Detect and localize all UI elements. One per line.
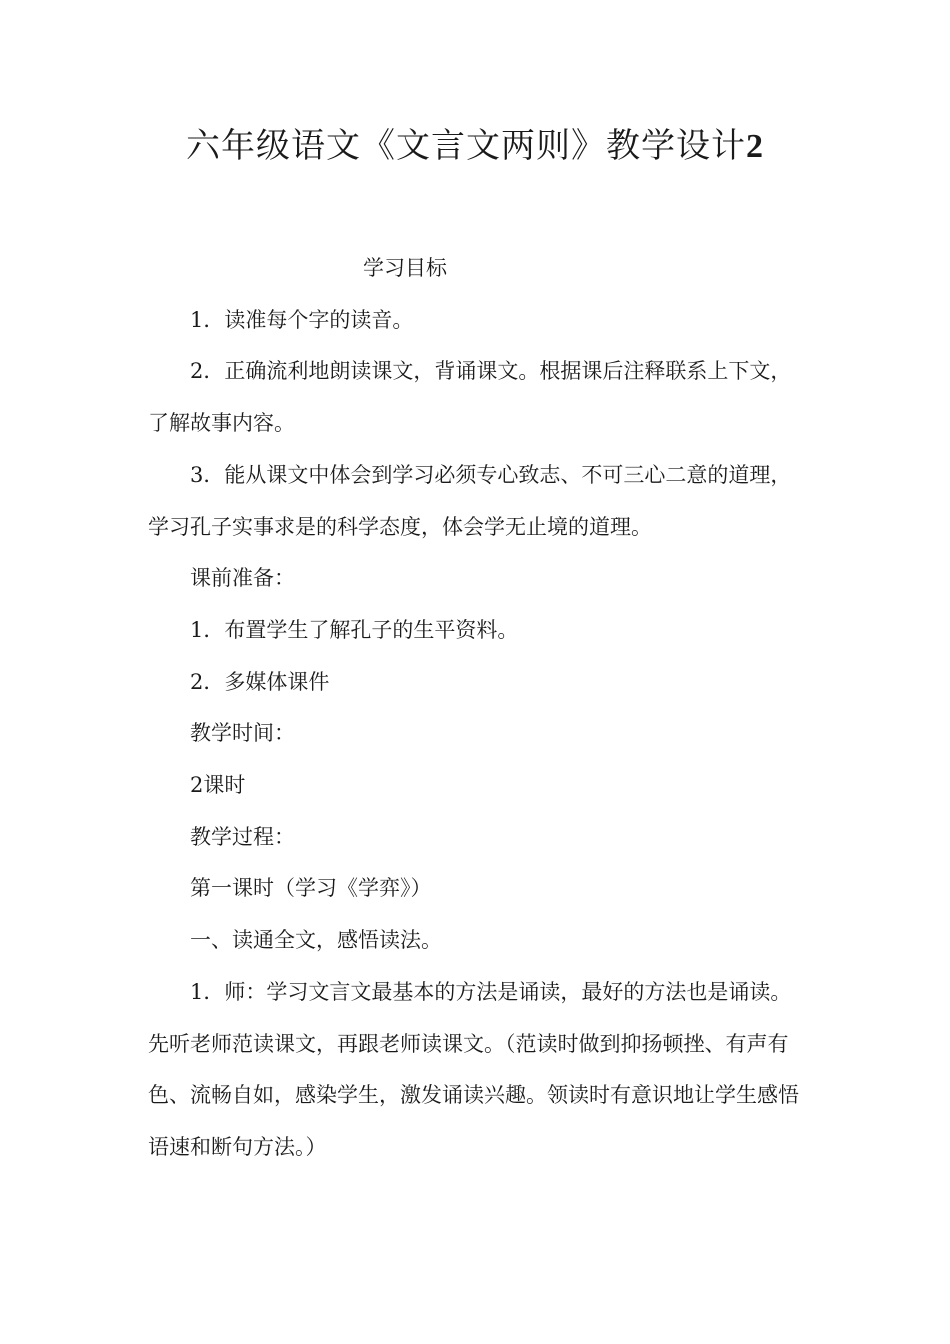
paragraph: 课前准备： — [190, 566, 295, 591]
document-body — [148, 243, 800, 1174]
paragraph: 3．能从课文中体会到学习必须专心致志、不可三心二意的道理，学习孔子实事求是的科学态度，体会学无止境的道理。 — [148, 462, 792, 539]
paragraph: 第一课时（学习《学弈》） — [190, 876, 432, 901]
document-title — [0, 122, 950, 171]
title-number: 2 — [746, 128, 764, 165]
paragraph: 2．多媒体课件 — [190, 669, 330, 694]
title-text: 六年级语文《文言文两则》教学设计 — [186, 126, 746, 166]
paragraph: 教学时间： — [190, 721, 295, 746]
paragraph: 一、读通全文，感悟读法。 — [190, 928, 442, 953]
paragraph: 1．师：学习文言文最基本的方法是诵读，最好的方法也是诵读。先听老师范读课文，再跟老师读课文。（范读时做到抑扬顿挫、有声有色、流畅自如，感染学生，激发诵读兴趣。领读时有意识地让学生感悟语速和断句方法。） — [148, 979, 799, 1159]
paragraph: 1．读准每个字的读音。 — [190, 307, 414, 332]
paragraph: 2．正确流利地朗读课文，背诵课文。根据课后注释联系上下文，了解故事内容。 — [148, 359, 792, 436]
paragraph: 教学过程： — [190, 824, 295, 849]
paragraph: 2课时 — [190, 773, 246, 798]
section-heading-learning-goals: 学习目标 — [363, 256, 447, 280]
paragraph: 1．布置学生了解孔子的生平资料。 — [190, 617, 519, 642]
